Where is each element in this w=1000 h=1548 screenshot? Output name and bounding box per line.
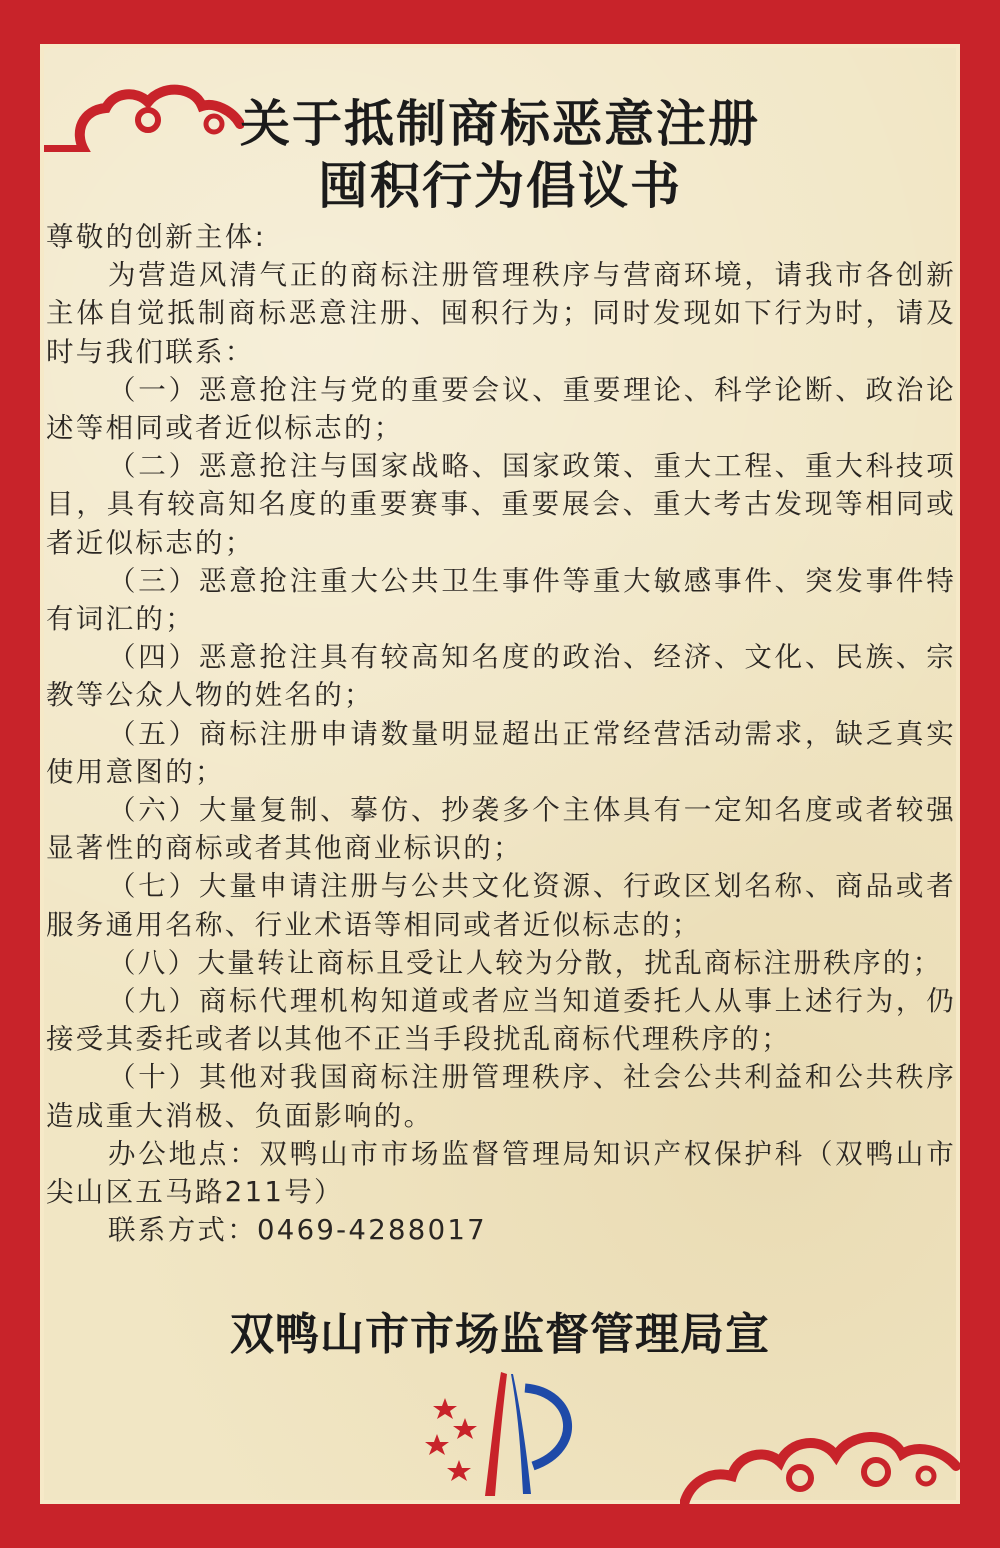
list-item: （二）恶意抢注与国家战略、国家政策、重大工程、重大科技项目，具有较高知名度的重要赛事、重要展会、重大考古发现等相同或者近似标志的；	[46, 450, 956, 559]
salutation: 尊敬的创新主体:	[46, 221, 267, 253]
document-title-line-1: 关于抵制商标恶意注册	[240, 94, 760, 153]
cloud-ornament-icon	[680, 1396, 960, 1506]
list-item: （三）恶意抢注重大公共卫生事件等重大敏感事件、突发事件特有词汇的；	[46, 564, 956, 636]
list-item: （五）商标注册申请数量明显超出正常经营活动需求，缺乏真实使用意图的；	[46, 717, 956, 788]
list-item: （七）大量申请注册与公共文化资源、行政区划名称、商品或者服务通用名称、行业术语等相同或者近似标志的；	[46, 870, 956, 941]
document-title-line-2: 囤积行为倡议书	[318, 156, 682, 215]
list-item: （八）大量转让商标且受让人较为分散，扰乱商标注册秩序的；	[108, 946, 943, 979]
proposal-body	[46, 218, 956, 1249]
list-item: （四）恶意抢注具有较高知名度的政治、经济、文化、民族、宗教等公众人物的姓名的；	[46, 641, 956, 712]
contact-phone: 联系方式：0469-4288017	[108, 1214, 487, 1247]
issuer-signature: 双鸭山市市场监督管理局宣	[230, 1309, 770, 1360]
list-item: （六）大量复制、摹仿、抄袭多个主体具有一定知名度或者较强显著性的商标或者其他商业标识的；	[46, 794, 956, 865]
list-item: （九）商标代理机构知道或者应当知道委托人从事上述行为，仍接受其委托或者以其他不正当手段扰乱商标代理秩序的；	[46, 985, 956, 1056]
list-item: （十）其他对我国商标注册管理秩序、社会公共利益和公共秩序造成重大消极、负面影响的。	[46, 1061, 956, 1132]
market-supervision-logo-icon	[415, 1368, 585, 1498]
intro-paragraph: 为营造风清气正的商标注册管理秩序与营商环境，请我市各创新主体自觉抵制商标恶意注册、囤积行为；同时发现如下行为时，请及时与我们联系：	[46, 259, 956, 368]
office-address: 办公地点：双鸭山市市场监督管理局知识产权保护科（双鸭山市尖山区五马路211号）	[46, 1137, 956, 1209]
list-item: （一）恶意抢注与党的重要会议、重要理论、科学论断、政治论述等相同或者近似标志的；	[46, 373, 956, 445]
